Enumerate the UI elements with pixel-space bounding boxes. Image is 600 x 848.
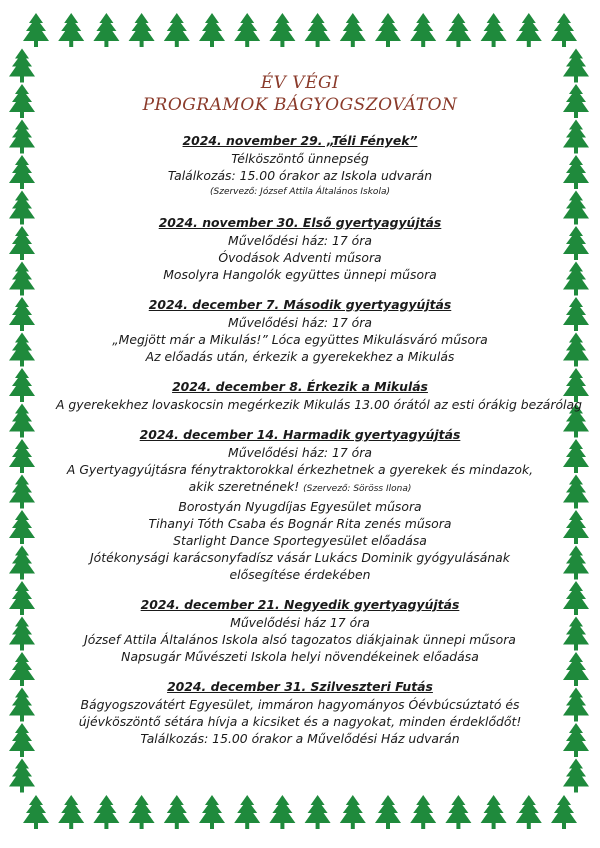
tree-icon — [129, 13, 155, 47]
tree-icon — [9, 688, 35, 722]
tree-icon — [199, 795, 225, 829]
tree-icon — [164, 795, 190, 829]
event-line: „Megjött már a Mikulás!” Lóca együttes Mikulásváró műsora — [112, 332, 488, 347]
event-line: Jótékonysági karácsonyfadísz vásár Lukács Dominik gyógyulásának elősegítése érdekében — [90, 550, 510, 582]
tree-icon — [9, 120, 35, 154]
tree-icon — [93, 13, 119, 47]
tree-icon — [563, 120, 589, 154]
event-line: Találkozás: 15.00 órakor az Iskola udvarán — [167, 168, 433, 183]
event-line: Az előadás után, érkezik a gyerekekhez a Mikulás — [145, 349, 455, 364]
tree-icon — [563, 581, 589, 615]
invite-text: A Gyertyagyújtásra fénytraktorokkal érkezhetnek a gyerekek és mindazok, akik szeretnének! — [66, 462, 534, 494]
event-line: Tihanyi Tóth Csaba és Bognár Rita zenés műsora — [148, 516, 452, 531]
tree-icon — [9, 333, 35, 367]
event-line: Óvodások Adventi műsora — [218, 250, 382, 265]
tree-icon — [199, 13, 225, 47]
tree-icon — [375, 13, 401, 47]
tree-icon — [563, 84, 589, 118]
tree-icon — [58, 795, 84, 829]
tree-icon — [375, 795, 401, 829]
tree-icon — [563, 652, 589, 686]
tree-icon — [269, 795, 295, 829]
event-nov-30 — [56, 214, 544, 283]
tree-icon — [9, 475, 35, 509]
tree-icon — [9, 404, 35, 438]
event-nov-29 — [56, 132, 544, 201]
event-line: Starlight Dance Sportegyesület előadása — [173, 533, 427, 548]
tree-icon — [563, 510, 589, 544]
tree-icon — [9, 191, 35, 225]
event-dec-21 — [56, 596, 544, 665]
event-dec-31 — [56, 678, 544, 747]
tree-icon — [563, 723, 589, 757]
tree-icon — [445, 13, 471, 47]
event-title: 2024. december 8. Érkezik a Mikulás — [172, 379, 428, 394]
tree-icon — [58, 13, 84, 47]
tree-icon — [516, 795, 542, 829]
event-line: József Attila Általános Iskola alsó tagozatos diákjainak ünnepi műsora — [84, 632, 516, 647]
tree-icon — [410, 795, 436, 829]
event-line: Művelődési ház: 17 óra — [228, 233, 372, 248]
event-invite — [56, 461, 544, 498]
tree-icon — [9, 546, 35, 580]
program-document — [56, 64, 582, 794]
event-title: 2024. december 31. Szilveszteri Futás — [167, 679, 433, 694]
tree-icon — [563, 297, 589, 331]
tree-icon — [9, 439, 35, 473]
tree-icon — [269, 13, 295, 47]
tree-icon — [551, 795, 577, 829]
event-line: Napsugár Művészeti Iskola helyi növendékeinek előadása — [121, 649, 479, 664]
tree-icon — [234, 13, 260, 47]
tree-icon — [9, 723, 35, 757]
tree-icon — [563, 155, 589, 189]
tree-icon — [9, 510, 35, 544]
tree-icon — [563, 191, 589, 225]
tree-icon — [9, 262, 35, 296]
tree-icon — [9, 368, 35, 402]
tree-icon — [305, 13, 331, 47]
event-title: 2024. november 30. Első gyertyagyújtás — [158, 215, 442, 230]
tree-icon — [9, 297, 35, 331]
tree-icon — [563, 759, 589, 793]
event-line: Mosolyra Hangolók együttes ünnepi műsora — [163, 267, 437, 282]
tree-icon — [563, 262, 589, 296]
event-dec-8 — [56, 378, 582, 413]
tree-icon — [563, 333, 589, 367]
event-line: Borostyán Nyugdíjas Egyesület műsora — [178, 499, 422, 514]
tree-icon — [563, 226, 589, 260]
tree-icon — [9, 617, 35, 651]
tree-icon — [563, 688, 589, 722]
tree-icon — [9, 759, 35, 793]
page-title — [56, 72, 544, 116]
event-line: Bágyogszovátért Egyesület, immáron hagyományos Óévbúcsúztató és újévköszöntő sétára hívja a kicsiket és a nagyokat, minden érdeklődőt! — [78, 697, 522, 729]
event-line: Találkozás: 15.00 órakor a Művelődési Ház udvarán — [140, 731, 460, 746]
tree-icon — [563, 546, 589, 580]
tree-icon — [234, 795, 260, 829]
event-line: Télköszöntő ünnepség — [231, 151, 369, 166]
event-title: 2024. december 14. Harmadik gyertyagyújtás — [139, 427, 461, 442]
tree-icon — [93, 795, 119, 829]
tree-icon — [563, 475, 589, 509]
tree-icon — [340, 795, 366, 829]
event-line: Művelődési ház: 17 óra — [228, 315, 372, 330]
title-line-1: ÉV VÉGI — [260, 73, 340, 93]
tree-icon — [9, 581, 35, 615]
event-organizer-note: (Szervező: József Attila Általános Iskola) — [210, 187, 390, 197]
tree-icon — [9, 155, 35, 189]
event-dec-7 — [56, 296, 544, 365]
tree-icon — [410, 13, 436, 47]
tree-icon — [9, 84, 35, 118]
tree-icon — [164, 13, 190, 47]
event-title: 2024. december 21. Negyedik gyertyagyújtás — [140, 597, 460, 612]
tree-icon — [551, 13, 577, 47]
tree-icon — [563, 617, 589, 651]
event-line: Művelődési ház 17 óra — [230, 615, 370, 630]
event-title: 2024. november 29. „Téli Fények” — [182, 133, 418, 148]
event-line: Művelődési ház: 17 óra — [228, 445, 372, 460]
tree-icon — [563, 439, 589, 473]
tree-icon — [481, 13, 507, 47]
event-line: A gyerekekhez lovaskocsin megérkezik Mikulás 13.00 órától az esti órákig bezárólag — [56, 397, 582, 412]
tree-icon — [23, 13, 49, 47]
event-organizer-note: (Szervező: Söröss Ilona) — [303, 484, 412, 494]
tree-icon — [9, 226, 35, 260]
tree-icon — [129, 795, 155, 829]
title-line-2: PROGRAMOK BÁGYOGSZOVÁTON — [142, 95, 458, 115]
tree-icon — [9, 49, 35, 83]
tree-icon — [481, 795, 507, 829]
event-dec-14 — [56, 426, 544, 583]
tree-icon — [23, 795, 49, 829]
tree-icon — [445, 795, 471, 829]
tree-icon — [516, 13, 542, 47]
tree-icon — [9, 652, 35, 686]
event-title: 2024. december 7. Második gyertyagyújtás — [148, 297, 452, 312]
tree-icon — [340, 13, 366, 47]
tree-icon — [305, 795, 331, 829]
tree-icon — [563, 49, 589, 83]
